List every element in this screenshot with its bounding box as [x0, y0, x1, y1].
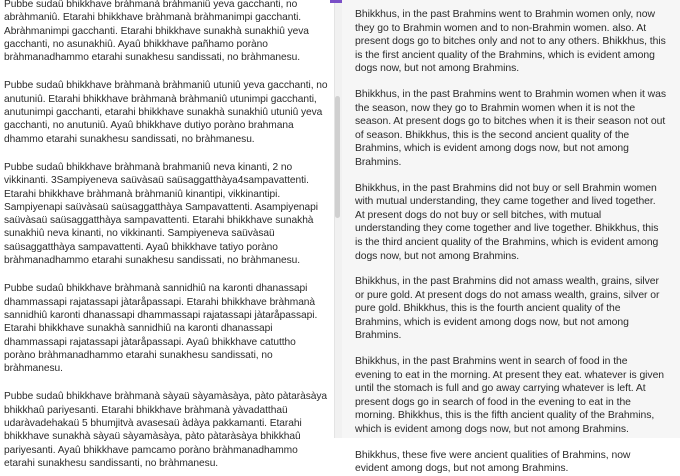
pali-paragraph-2: Pubbe sudaû bhikkhave bràhmanà bràhmaniû utuniû yeva gacchanti, no anutuniû. Etarahi bhikkhave bràhmanà bràhmaniû utunimpi gacchanti, anutunimpi gacchanti, etarahi bhikkhave sunakhà sunakhiû utuniû yeva gacchanti, no anutuniû. Ayaû bhikkhave dutiyo poràno brahmana dhammo etarahi sunakhesu sandissati, no bràhmanesu.: [4, 80, 328, 145]
pali-paragraph-3: Pubbe sudaû bhikkhave bràhmanà brahmaniû neva kinanti, 2 no vikkinanti. 3Sampiyeneva saüvàsaü saüsaggatthàya4sampavattenti. Etarahi bhikkhave bràhmanà bràhmaniû kinantipi, vikkinantipi. Sampiyenapi saüvàsaü saüsaggatthàya Sampavattenti. Asampiyenapi saüvàsaü saüsaggatthàya sampavattenti. Etarahi bhikkhave sunakhà sunakhiû neva kinanti, no vikkinanti. Sampiyeneva saüvàsaü saüsaggatthàya sampavattenti. Ayaû bhikkhave tatiyo poràno bràhmanadhammo etarahi sunakhesu sandissati, no bràhmanesu.: [4, 161, 318, 267]
english-paragraph-1: Bhikkhus, in the past Brahmins went to Brahmin women only, now they go to Brahmin women and to non-Brahmin women. also. At present dogs go to bitches only and not to any others. Bhikkhus, this is the first ancient quality of the Brahmins, which is evident among dogs now, but not among Brahmins.: [355, 9, 666, 75]
pali-paragraph-4: Pubbe sudaû bhikkhave bràhmanà sannidhiû na karonti dhanassapi dhammassapi rajatassapi jàtaråpassapi. Etarahi bhikkhave bràhmanà sannidhiû karonti dhanassapi dhammassapi rajatassapi jàtaråpassapi. Etarahi bhikkhave sunakhà sannidhiû na karonti dhanassapi dhammassapi rajatassapi jàtaråpassapi. Ayaû bhikkhave catuttho poràno bràhmanadhammo etarahi sunakhesu sandissati, no bràhmanesu.: [4, 283, 318, 375]
english-paragraph-6: Bhikkhus, these five were ancient qualities of Brahmins, now evident among dogs, but not among Brahmins.: [355, 449, 631, 475]
pali-text-pane: [0, 0, 334, 469]
english-paragraph-3: Bhikkhus, in the past Brahmins did not buy or sell Brahmin women with mutual understanding, they came together and lived together. At present dogs do not buy or sell bitches, with mutual understanding they come together and live together. Bhikkhus, this is the third ancient quality of the Brahmins, which is evident among dogs now, but not among Brahmins.: [355, 182, 659, 262]
english-paragraph-4: Bhikkhus, in the past Brahmins did not amass wealth, grains, silver or pure gold. At present dogs do not amass wealth, grains, silver or pure gold. Bhikkhus, this is the fourth ancient quality of the Brahmins, which is evident among dogs now, but not among Brahmins.: [355, 276, 660, 342]
pali-paragraph-1: Pubbe sudaû bhikkhave bràhmanà bràhmaniû yeva gacchanti, no abràhmaniû. Etarahi bhikkhave bràhmanà bràhmanimpi gacchanti. Abràhmanimpi gacchanti. Etarahi bhikkhave sunakhà sunakhiû yeva gacchanti, no asunakhiû. Ayaû bhikkhave pañhamo poràno bràhmanadhammo etarahi sunakhesu sandissati, no bràhmanesu.: [4, 0, 309, 64]
english-translation-pane: [342, 0, 680, 475]
english-paragraph-5: Bhikkhus, in the past Brahmins went in search of food in the evening to eat in the morning. At present they eat. whatever is given until the stomach is full and go away carrying whatever is left. At present dogs go in search of food in the evening to eat in the morning. Bhikkhus, this is the fifth ancient quality of the Brahmins, which is evident among dogs now, but not among Brahmins.: [355, 356, 665, 436]
pane-scrollbar-thumb[interactable]: [335, 96, 340, 218]
english-paragraph-2: Bhikkhus, in the past Brahmins went to Brahmin women when it was the season, now they go to Brahmin women when it is not the season. At present dogs go to bitches when it is their season not out of season. Bhikkhus, this is the second ancient quality of the Brahmins, which is evident among dogs now, but not among Brahmins.: [355, 88, 666, 168]
pali-paragraph-5: Pubbe sudaû bhikkhave bràhmanà sàyaü sàyamàsàya, pàto pàtaràsàya bhikkhaû pariyesanti. Etarahi bhikkhave bràhmanà yàvadatthaü udaràvadehakaü 5 bhumjitvà avasesaü àdàya pakkamanti. Etarahi bhikkhave sunakhà sàyaü sàyamàsàya, pàto pàtaràsàya bhikkhaû pariyesanti. Ayaû bhikkhave pamcamo poràno bràhmanadhammo etarahi sunakhesu sandissanti, no bràhmanesu.: [4, 391, 328, 469]
